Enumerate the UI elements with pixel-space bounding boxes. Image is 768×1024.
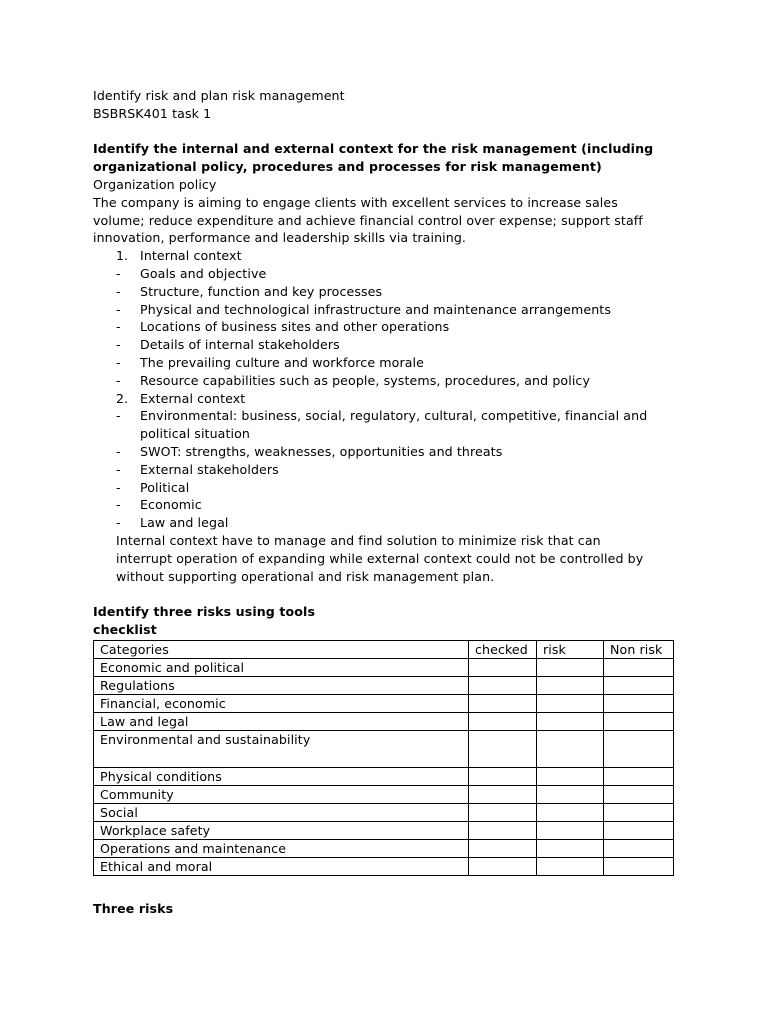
checked-cell [469, 677, 537, 695]
category-cell: Physical conditions [94, 768, 469, 786]
section-heading-context: Identify the internal and external context for the risk management (including [93, 141, 654, 157]
external-item: Political [140, 479, 190, 495]
dash-bullet: - [116, 372, 121, 388]
risk-cell [537, 713, 604, 731]
dash-bullet: - [116, 301, 121, 317]
organization-policy-label: Organization policy [93, 176, 217, 192]
list-number: 1. [116, 248, 129, 264]
checklist-label: checklist [93, 621, 157, 637]
header-categories: Categories [94, 641, 469, 659]
non-risk-cell [604, 659, 674, 677]
table-row [94, 840, 674, 858]
table-row [94, 858, 674, 876]
external-item: Environmental: business, social, regulatory, cultural, competitive, financial and political situation [140, 408, 648, 442]
risk-cell [537, 677, 604, 695]
list-item [93, 461, 653, 479]
dash-bullet: - [116, 443, 121, 459]
context-summary: Internal context have to manage and find solution to minimize risk that can interrupt operation of expanding while external context could not be controlled by without supporting operational and risk management plan. [116, 532, 644, 584]
category-cell: Law and legal [94, 713, 469, 731]
category-cell: Social [94, 804, 469, 822]
internal-item: Locations of business sites and other operations [140, 319, 450, 335]
document-body [93, 87, 653, 639]
internal-item: The prevailing culture and workforce morale [140, 354, 424, 370]
list-item [93, 354, 653, 372]
dash-bullet: - [116, 354, 121, 370]
table-row [94, 713, 674, 731]
risk-cell [537, 804, 604, 822]
category-cell: Environmental and sustainability [94, 731, 469, 768]
internal-context-label: Internal context [140, 248, 242, 264]
non-risk-cell [604, 786, 674, 804]
checked-cell [469, 840, 537, 858]
table-row [94, 695, 674, 713]
header-non-risk: Non risk [604, 641, 674, 659]
list-item [93, 372, 653, 390]
category-cell: Workplace safety [94, 822, 469, 840]
checked-cell [469, 786, 537, 804]
list-item [93, 283, 653, 301]
internal-item: Structure, function and key processes [140, 283, 383, 299]
external-item: Economic [140, 497, 202, 513]
list-item [93, 318, 653, 336]
non-risk-cell [604, 713, 674, 731]
dash-bullet: - [116, 461, 121, 477]
risk-cell [537, 731, 604, 768]
non-risk-cell [604, 858, 674, 876]
checked-cell [469, 731, 537, 768]
section-heading-risks: Identify three risks using tools [93, 604, 316, 620]
internal-item: Resource capabilities such as people, systems, procedures, and policy [140, 372, 591, 388]
checked-cell [469, 659, 537, 677]
internal-item: Physical and technological infrastructure and maintenance arrangements [140, 301, 612, 317]
checked-cell [469, 822, 537, 840]
category-cell: Operations and maintenance [94, 840, 469, 858]
checked-cell [469, 804, 537, 822]
dash-bullet: - [116, 337, 121, 353]
numbered-item-internal [93, 247, 653, 265]
list-item [93, 407, 653, 443]
dash-bullet: - [116, 265, 121, 281]
non-risk-cell [604, 677, 674, 695]
checked-cell [469, 695, 537, 713]
non-risk-cell [604, 695, 674, 713]
list-item [93, 336, 653, 354]
dash-bullet: - [116, 497, 121, 513]
dash-bullet: - [116, 515, 121, 531]
spacer [93, 585, 653, 603]
policy-paragraph: The company is aiming to engage clients with excellent services to increase sales volume; reduce expenditure and achieve financial control over expense; support staff innovation, performance and leadership skills via training. [93, 194, 643, 246]
table-header-row [94, 641, 674, 659]
list-item [93, 479, 653, 497]
category-cell: Ethical and moral [94, 858, 469, 876]
external-item: Law and legal [140, 515, 229, 531]
dash-bullet: - [116, 408, 121, 424]
risk-cell [537, 858, 604, 876]
category-cell: Regulations [94, 677, 469, 695]
risk-cell [537, 695, 604, 713]
category-cell: Community [94, 786, 469, 804]
external-item: External stakeholders [140, 461, 279, 477]
internal-item: Goals and objective [140, 265, 267, 281]
dash-bullet: - [116, 283, 121, 299]
list-item [93, 265, 653, 283]
category-cell: Financial, economic [94, 695, 469, 713]
three-risks-heading: Three risks [93, 901, 174, 916]
table-row [94, 786, 674, 804]
non-risk-cell [604, 768, 674, 786]
list-item [93, 301, 653, 319]
non-risk-cell [604, 804, 674, 822]
table-row [94, 822, 674, 840]
list-number: 2. [116, 390, 129, 406]
non-risk-cell [604, 840, 674, 858]
checklist-table [93, 640, 674, 876]
table-row [94, 768, 674, 786]
external-context-label: External context [140, 390, 246, 406]
checked-cell [469, 768, 537, 786]
category-cell: Economic and political [94, 659, 469, 677]
dash-bullet: - [116, 479, 121, 495]
risk-cell [537, 786, 604, 804]
dash-bullet: - [116, 319, 121, 335]
list-item [93, 443, 653, 461]
header-checked: checked [469, 641, 537, 659]
risk-cell [537, 659, 604, 677]
section-heading-context-cont: organizational policy, procedures and processes for risk management) [93, 159, 602, 175]
list-item [93, 514, 653, 532]
risk-cell [537, 840, 604, 858]
table-row [94, 659, 674, 677]
numbered-item-external [93, 390, 653, 408]
list-item [93, 496, 653, 514]
non-risk-cell [604, 822, 674, 840]
checked-cell [469, 713, 537, 731]
table-row [94, 677, 674, 695]
internal-item: Details of internal stakeholders [140, 337, 340, 353]
checked-cell [469, 858, 537, 876]
risk-cell [537, 822, 604, 840]
risk-cell [537, 768, 604, 786]
external-item: SWOT: strengths, weaknesses, opportunities and threats [140, 443, 503, 459]
course-code: BSBRSK401 task 1 [93, 105, 212, 121]
table-row [94, 804, 674, 822]
table-row [94, 731, 674, 768]
spacer [93, 123, 653, 141]
document-title: Identify risk and plan risk management [93, 88, 345, 103]
non-risk-cell [604, 731, 674, 768]
header-risk: risk [537, 641, 604, 659]
